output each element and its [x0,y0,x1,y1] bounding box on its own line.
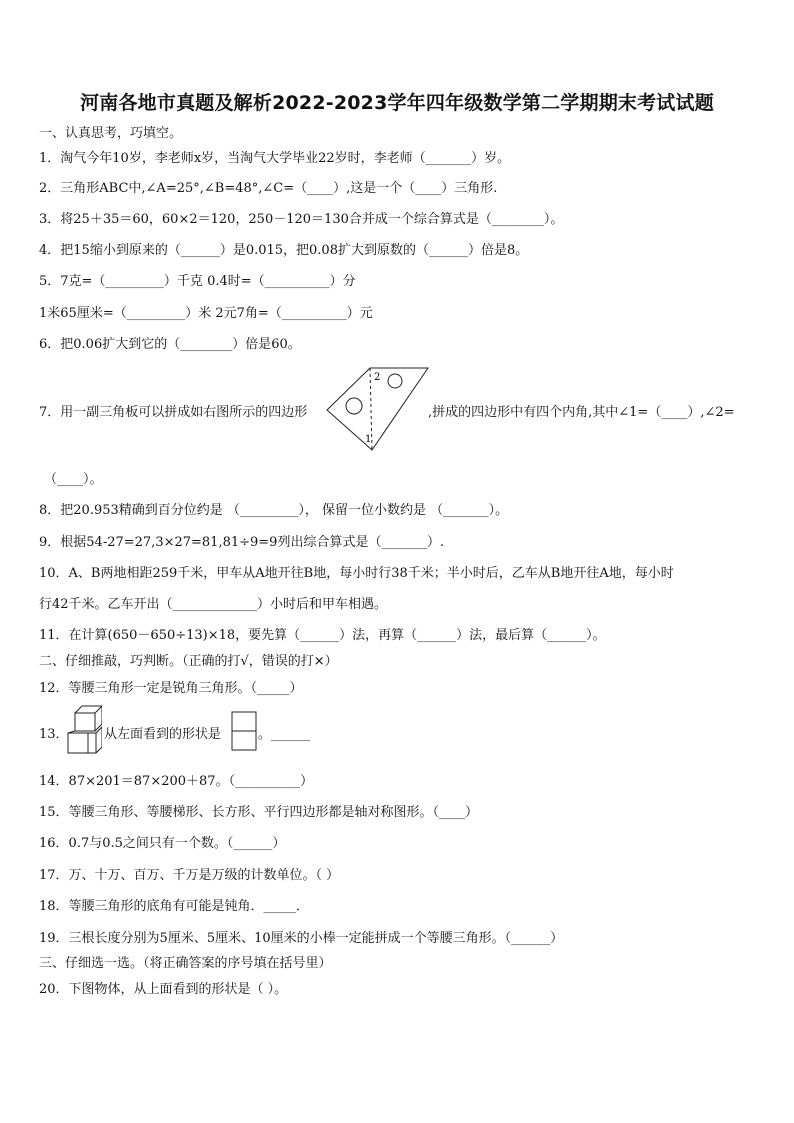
question-13-answer: 。______ [258,727,311,742]
question-16: 16．0.7与0.5之间只有一个数。（______） [39,836,286,851]
question-3: 3．将25＋35＝60，60×2＝120，250－120＝130合并成一个综合算式是（________）。 [39,212,564,227]
question-5-row-2: 1米65厘米=（_________）米 2元7角=（__________）元 [39,306,373,321]
question-4: 4．把15缩小到原来的（______）是0.015，把0.08扩大到原数的（______）倍是8。 [39,243,529,258]
question-13-text: 从左面看到的形状是 [104,727,222,742]
question-15: 15．等腰三角形、等腰梯形、长方形、平行四边形都是轴对称图形。（____） [39,805,479,820]
document-title: 河南各地市真题及解析2022-2023学年四年级数学第二学期期末考试试题 [80,92,714,114]
question-2: 2．三角形ABC中,∠A=25°,∠B=48°,∠C=（____）,这是一个（____）三角形. [39,181,498,196]
question-5-row-1: 5．7克=（_________）千克 0.4时=（__________）分 [39,274,356,289]
question-9: 9．根据54-27=27,3×27=81,81÷9=9列出综合算式是（_______）. [39,535,445,550]
question-12: 12．等腰三角形一定是锐角三角形。（_____） [39,681,303,696]
question-10-row-1: 10．A、B两地相距259千米，甲车从A地开往B地，每小时行38千米；半小时后，乙车从B地开往A地，每小时 [39,566,674,581]
question-18: 18．等腰三角形的底角有可能是钝角．_____． [39,899,310,914]
angle-2-label: 2 [374,372,381,383]
question-10-row-2: 行42千米。乙车开出（_____________）小时后和甲车相遇。 [39,597,388,612]
section-2-heading: 二、仔细推敲，巧判断。（正确的打√，错误的打×） [39,654,338,669]
question-14: 14．87×201＝87×200＋87。（__________） [39,774,314,789]
section-1-heading: 一、认真思考，巧填空。 [39,126,183,141]
question-7-part-3: （____）。 [44,472,103,487]
question-7-part-2: ,拼成的四边形中有四个内角,其中∠1=（____）,∠2= [428,405,735,420]
question-17: 17．万、十万、百万、千万是万级的计数单位。（ ） [39,868,340,883]
angle-1-label: 1 [365,434,372,445]
triangle-hole-right [388,374,402,388]
question-13-number: 13． [39,727,69,742]
question-11: 11．在计算(650－650÷13)×18，要先算（______）法，再算（______）法，最后算（______）。 [39,628,606,643]
section-3-heading: 三、仔细选一选。（将正确答案的序号填在括号里） [39,956,332,971]
question-1: 1．淘气今年10岁，李老师x岁，当淘气大学毕业22岁时，李老师（_______）岁。 [39,151,511,166]
question-19: 19．三根长度分别为5厘米、5厘米、10厘米的小棒一定能拼成一个等腰三角形。（______） [39,931,564,946]
question-20: 20．下图物体，从上面看到的形状是（ ）。 [39,982,288,997]
question-7-part-1: 7．用一副三角板可以拼成如右图所示的四边形 [39,405,308,420]
cube-stack-figure [66,703,102,755]
left-view-figure [230,710,258,752]
triangle-hole-left [346,398,362,414]
question-8: 8．把20.953精确到百分位约是 （_________）， 保留一位小数约是 （_______）。 [39,503,509,518]
quadrilateral-figure [325,360,430,455]
question-6: 6．把0.06扩大到它的（________）倍是60。 [39,337,301,352]
